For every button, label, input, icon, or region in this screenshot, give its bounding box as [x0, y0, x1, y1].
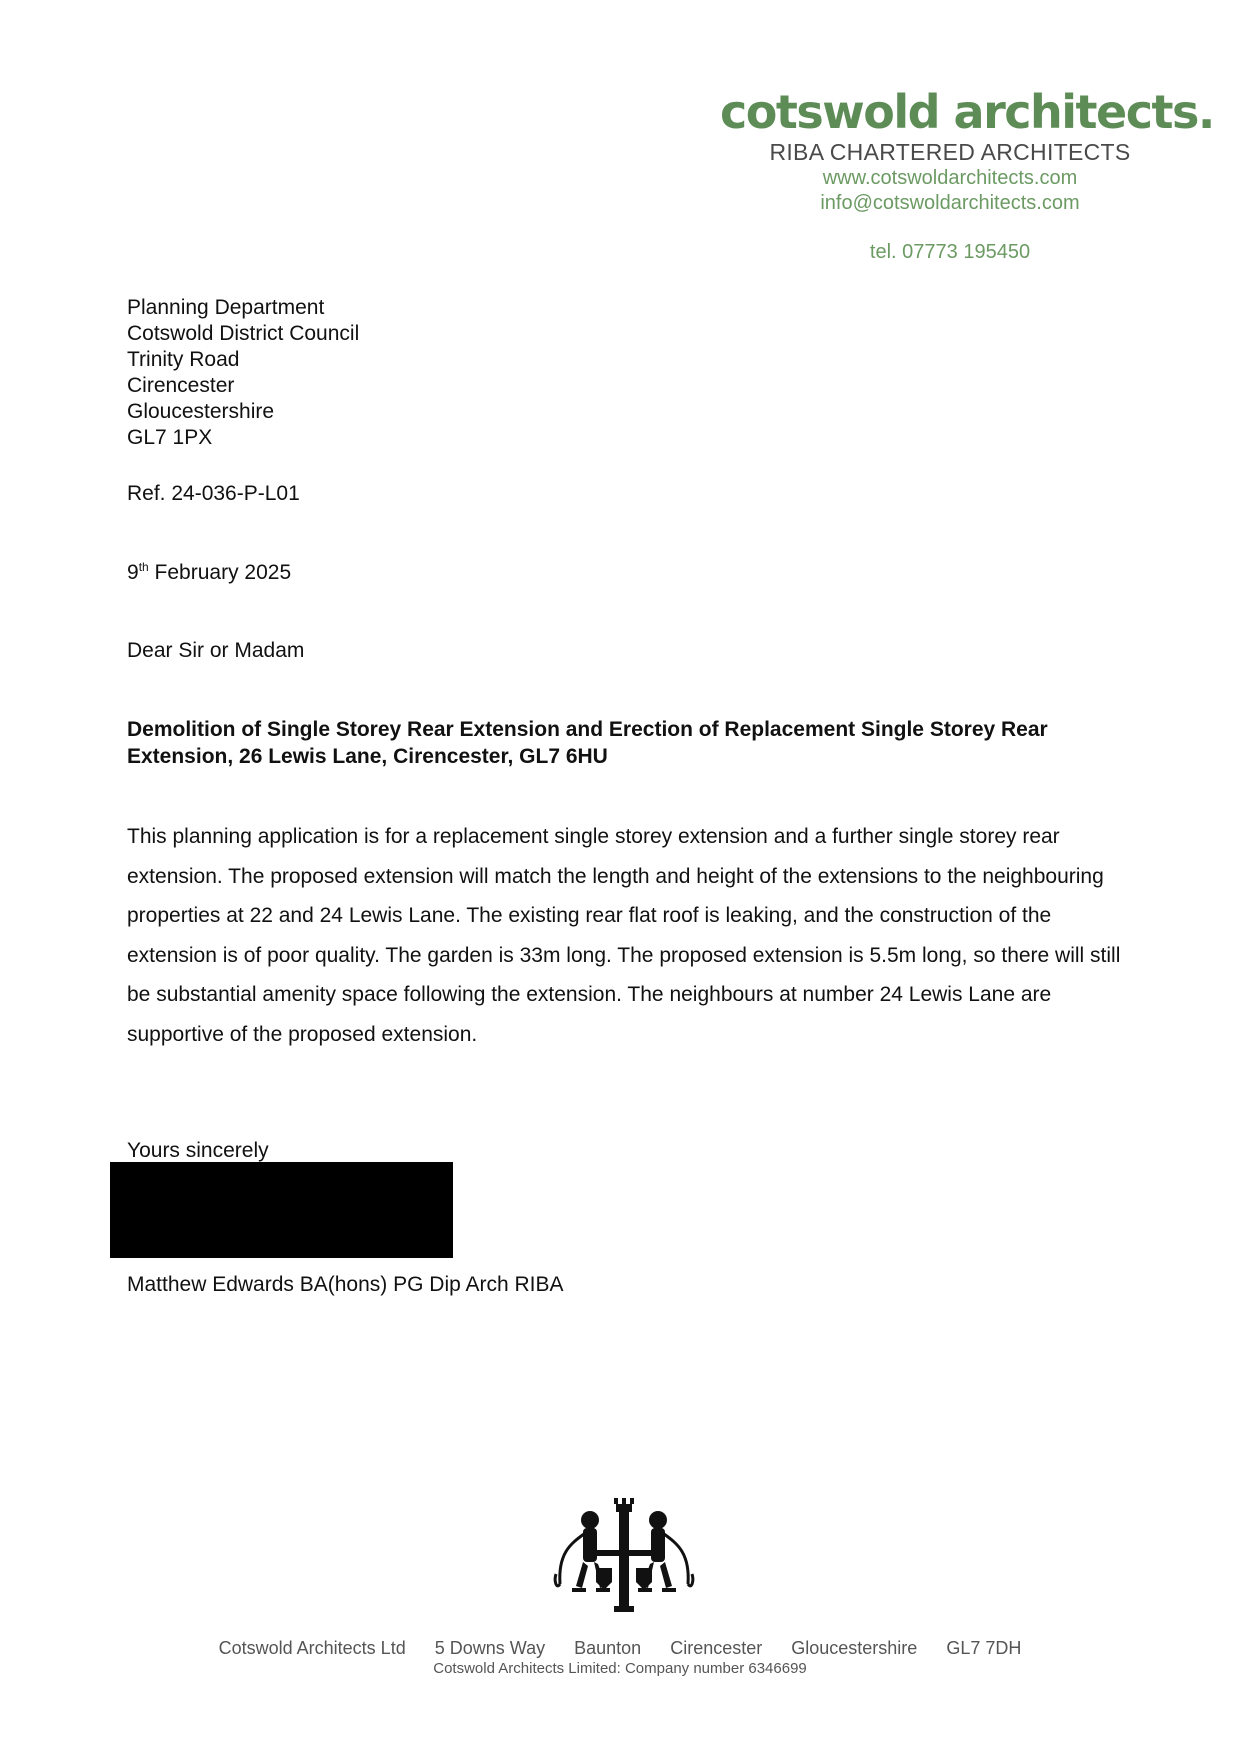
recipient-line: GL7 1PX	[127, 426, 213, 449]
salutation: Dear Sir or Madam	[127, 639, 305, 662]
brand-email: info@cotswoldarchitects.com	[820, 192, 1080, 214]
recipient-line: Gloucestershire	[127, 400, 275, 423]
footer-address-part: Cirencester	[670, 1638, 763, 1658]
signatory: Matthew Edwards BA(hons) PG Dip Arch RIBA	[127, 1273, 564, 1296]
footer-address	[0, 1637, 1240, 1659]
footer-address-part: 5 Downs Way	[434, 1638, 546, 1658]
brand-telephone: tel. 07773 195450	[869, 241, 1031, 263]
recipient-line: Cotswold District Council	[127, 322, 360, 345]
brand-logo-text: cotswold architects.	[720, 85, 1214, 139]
reference: Ref. 24-036-P-L01	[127, 482, 300, 505]
recipient-address	[127, 295, 359, 451]
letterhead	[720, 84, 1214, 265]
brand-website: www.cotswoldarchitects.com	[822, 167, 1078, 189]
date-day: 9	[127, 561, 139, 584]
recipient-line: Planning Department	[127, 296, 325, 319]
closing: Yours sincerely	[127, 1139, 269, 1162]
redacted-signature	[110, 1162, 453, 1258]
body-paragraph: This planning application is for a replacement single storey extension and a further single storey rear extension. The proposed extension will match the length and height of the extensions to the neighbouring properties at 22 and 24 Lewis Lane. The existing rear flat roof is leaking, and the construction of the extension is of poor quality. The garden is 33m long. The proposed extension is 5.5m long, so there will still be substantial amenity space following the extension. The neighbours at number 24 Lewis Lane are supportive of the proposed extension.	[127, 825, 1121, 1046]
recipient-line: Trinity Road	[127, 348, 240, 371]
footer-address-part: Gloucestershire	[791, 1638, 918, 1658]
recipient-line: Cirencester	[127, 374, 235, 397]
brand-tagline: RIBA CHARTERED ARCHITECTS	[769, 139, 1131, 165]
crest-icon	[550, 1494, 700, 1618]
letter-date	[127, 560, 291, 586]
footer-address-part: Baunton	[574, 1638, 642, 1658]
footer-address-part: GL7 7DH	[946, 1638, 1022, 1658]
subject-heading: Demolition of Single Storey Rear Extension and Erection of Replacement Single Storey Rear Extension, 26 Lewis Lane, Cirencester, GL7 6HU	[127, 718, 1048, 768]
date-suffix: th	[138, 560, 149, 574]
date-rest: February 2025	[148, 561, 292, 584]
footer-company-number: Cotswold Architects Limited: Company number 6346699	[433, 1660, 807, 1677]
footer-address-part: Cotswold Architects Ltd	[218, 1638, 406, 1658]
